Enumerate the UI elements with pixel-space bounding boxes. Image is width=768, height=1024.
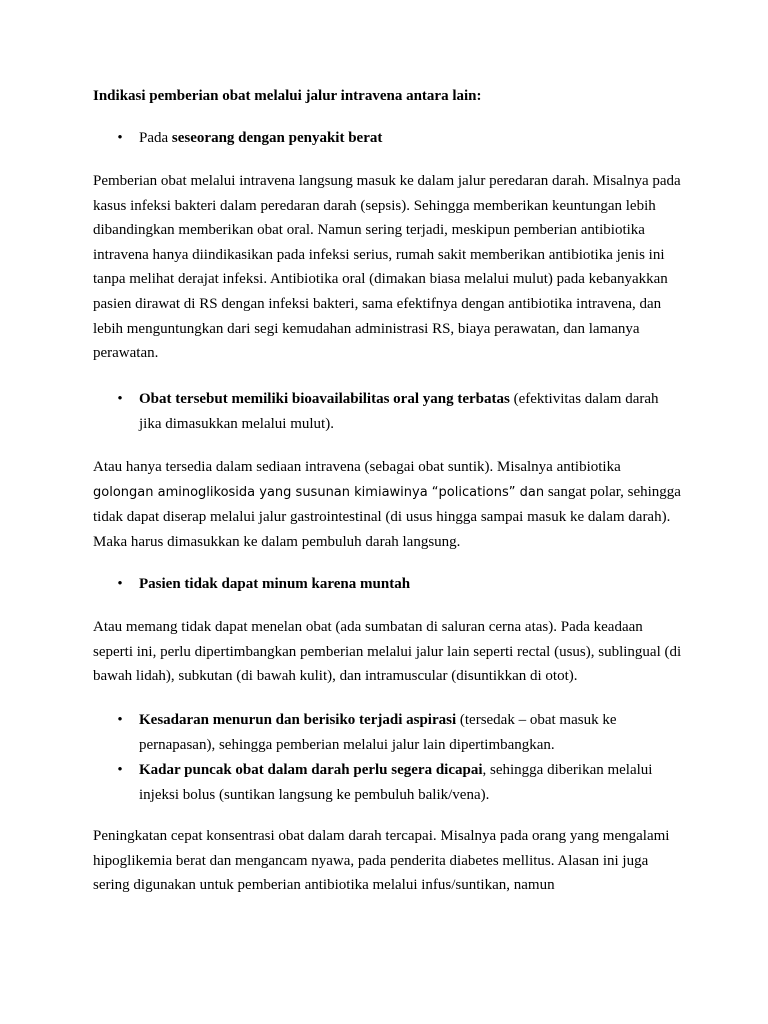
bullet-item-3 [93, 572, 683, 597]
bullet-plain-text: Pada [139, 130, 172, 146]
bullet-icon: • [117, 130, 123, 146]
bullet-plain-text: (tersedak – obat masuk ke pernapasan), sehingga pemberian melalui jalur lain dipertimbangkan. [139, 712, 617, 753]
bullet-text [139, 708, 683, 757]
document-heading: Indikasi pemberian obat melalui jalur intravena antara lain: [93, 88, 482, 104]
bullet-text [139, 126, 683, 151]
bullet-bold-text: Obat tersebut memiliki bioavailabilitas oral yang terbatas [139, 391, 510, 407]
paragraph-2 [93, 455, 683, 554]
paragraph-1: Pemberian obat melalui intravena langsung masuk ke dalam jalur peredaran darah. Misalnya pada kasus infeksi bakteri dalam peredaran darah (sepsis). Sehingga memberikan keuntungan lebih dibandingkan memberikan obat oral. Namun sering terjadi, meskipun pemberian antibiotika intravena hanya diindikasikan pada infeksi serius, rumah sakit memberikan antibiotika jenis ini tanpa melihat derajat infeksi. Antibiotika oral (dimakan biasa melalui mulut) pada kebanyakkan pasien dirawat di RS dengan infeksi bakteri, sama efektifnya dengan antibiotika intravena, dan lebih menguntungkan dari segi kemudahan administrasi RS, biaya perawatan, dan lamanya perawatan. [93, 173, 681, 362]
bullet-bold-text: Kadar puncak obat dalam darah perlu segera dicapai [139, 762, 483, 778]
paragraph-2-part-2: sangat polar, sehingga tidak dapat diserap melalui jalur gastrointestinal (di usus hingga sampai masuk ke dalam darah). Maka harus dimasukkan ke dalam pembuluh darah langsung. [93, 483, 681, 550]
bullet-bold-text: seseorang dengan penyakit berat [171, 130, 383, 146]
bullet-item-1 [93, 126, 683, 151]
bullet-item-2 [93, 387, 683, 436]
bullet-text [139, 758, 683, 807]
bullet-text [139, 387, 683, 436]
bullet-text [139, 572, 683, 597]
paragraph-2-part-1: Atau hanya tersedia dalam sediaan intravena (sebagai obat suntik). Misalnya antibiotika [93, 459, 621, 475]
paragraph-3: Atau memang tidak dapat menelan obat (ada sumbatan di saluran cerna atas). Pada keadaan seperti ini, perlu dipertimbangkan pemberian melalui jalur lain seperti rectal (usus), sublingual (di bawah lidah), subkutan (di bawah kulit), dan intramuscular (disuntikkan di otot). [93, 619, 682, 685]
paragraph-2-sans-run: golongan aminoglikosida yang susunan kimiawinya “polications” dan [93, 484, 545, 500]
paragraph-4: Peningkatan cepat konsentrasi obat dalam darah tercapai. Misalnya pada orang yang mengalami hipoglikemia berat dan mengancam nyawa, pada penderita diabetes mellitus. Alasan ini juga sering digunakan untuk pemberian antibiotika melalui infus/suntikan, namun [93, 828, 670, 894]
bullet-icon: • [117, 576, 123, 592]
bullet-item-4 [93, 708, 683, 757]
bullet-plain-text: (efektivitas dalam darah jika dimasukkan melalui mulut). [139, 391, 659, 432]
bullet-icon: • [117, 762, 123, 778]
bullet-icon: • [117, 391, 123, 407]
bullet-icon: • [117, 712, 123, 728]
bullet-item-5 [93, 758, 683, 807]
bullet-plain-text: , sehingga diberikan melalui injeksi bolus (suntikan langsung ke pembuluh balik/vena). [139, 762, 653, 803]
bullet-bold-text: Pasien tidak dapat minum karena muntah [139, 576, 411, 592]
bullet-bold-text: Kesadaran menurun dan berisiko terjadi aspirasi [139, 712, 457, 728]
